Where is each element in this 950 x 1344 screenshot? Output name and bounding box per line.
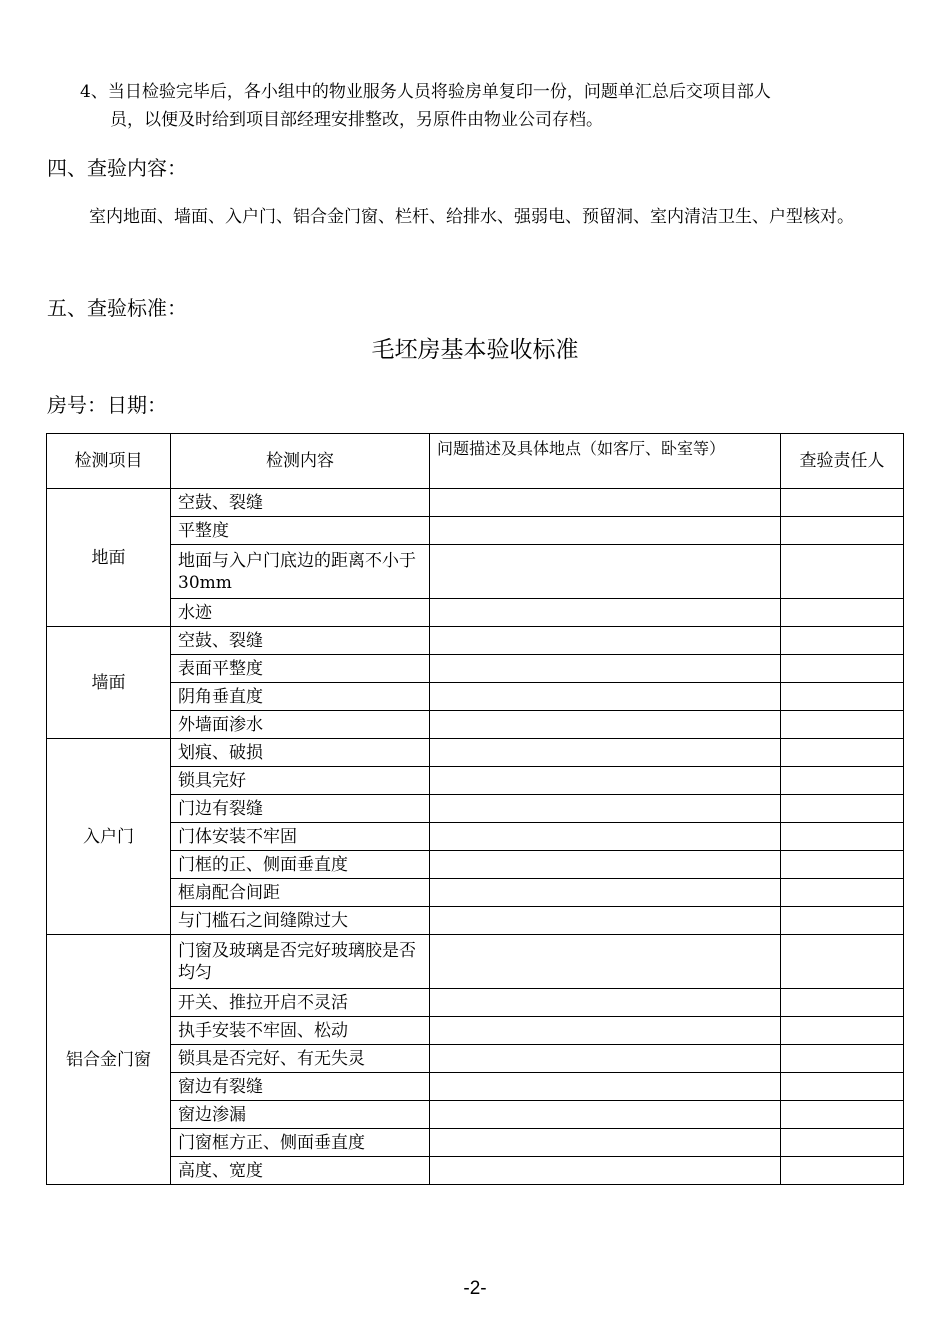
- check-item: 外墙面渗水: [171, 711, 430, 739]
- description-cell[interactable]: [430, 767, 781, 795]
- paragraph-item-4: [80, 78, 910, 134]
- table-row: [47, 711, 904, 739]
- responsible-cell[interactable]: [781, 739, 904, 767]
- check-item: 执手安装不牢固、松动: [171, 1017, 430, 1045]
- responsible-cell[interactable]: [781, 627, 904, 655]
- table-row: [47, 823, 904, 851]
- paragraph-line-2: 员，以便及时给到项目部经理安排整改，另原件由物业公司存档。: [110, 110, 603, 130]
- check-item: 地面与入户门底边的距离不小于30mm: [171, 545, 430, 599]
- table-row: [47, 683, 904, 711]
- responsible-cell[interactable]: [781, 683, 904, 711]
- description-cell[interactable]: [430, 739, 781, 767]
- responsible-cell[interactable]: [781, 1073, 904, 1101]
- responsible-cell[interactable]: [781, 489, 904, 517]
- page-number: -2-: [463, 1278, 487, 1299]
- description-cell[interactable]: [430, 1073, 781, 1101]
- check-item: 框扇配合间距: [171, 879, 430, 907]
- description-cell[interactable]: [430, 1045, 781, 1073]
- responsible-cell[interactable]: [781, 1017, 904, 1045]
- description-cell[interactable]: [430, 823, 781, 851]
- check-item: 门窗及玻璃是否完好玻璃胶是否均匀: [171, 935, 430, 989]
- table-row: [47, 795, 904, 823]
- table-row: [47, 489, 904, 517]
- table-row: [47, 1157, 904, 1185]
- table-row: [47, 1101, 904, 1129]
- description-cell[interactable]: [430, 1157, 781, 1185]
- description-cell[interactable]: [430, 935, 781, 989]
- description-cell[interactable]: [430, 907, 781, 935]
- responsible-cell[interactable]: [781, 907, 904, 935]
- description-cell[interactable]: [430, 655, 781, 683]
- responsible-cell[interactable]: [781, 711, 904, 739]
- responsible-cell[interactable]: [781, 1045, 904, 1073]
- description-cell[interactable]: [430, 599, 781, 627]
- table-row: [47, 879, 904, 907]
- description-cell[interactable]: [430, 545, 781, 599]
- check-item: 空鼓、裂缝: [171, 627, 430, 655]
- description-cell[interactable]: [430, 851, 781, 879]
- table-row: [47, 767, 904, 795]
- check-item: 锁具完好: [171, 767, 430, 795]
- check-item: 高度、宽度: [171, 1157, 430, 1185]
- table-row: [47, 1073, 904, 1101]
- section-heading-content: 四、查验内容：: [47, 156, 187, 180]
- description-cell[interactable]: [430, 683, 781, 711]
- check-item: 门边有裂缝: [171, 795, 430, 823]
- header-content: 检测内容: [171, 434, 430, 489]
- table-row: [47, 1017, 904, 1045]
- check-item: 窗边有裂缝: [171, 1073, 430, 1101]
- responsible-cell[interactable]: [781, 1129, 904, 1157]
- responsible-cell[interactable]: [781, 767, 904, 795]
- table-header-row: [47, 434, 904, 489]
- category-aluminum-window: 铝合金门窗: [47, 935, 171, 1185]
- description-cell[interactable]: [430, 989, 781, 1017]
- header-item: 检测项目: [47, 434, 171, 489]
- check-item: 门窗框方正、侧面垂直度: [171, 1129, 430, 1157]
- table-row: [47, 935, 904, 989]
- table-row: [47, 907, 904, 935]
- table-row: [47, 989, 904, 1017]
- check-item: 锁具是否完好、有无失灵: [171, 1045, 430, 1073]
- table-row: [47, 851, 904, 879]
- check-item: 与门槛石之间缝隙过大: [171, 907, 430, 935]
- header-description: 问题描述及具体地点（如客厅、卧室等）: [430, 434, 781, 489]
- table-row: [47, 1045, 904, 1073]
- check-item: 开关、推拉开启不灵活: [171, 989, 430, 1017]
- check-item: 门框的正、侧面垂直度: [171, 851, 430, 879]
- table-title: 毛坯房基本验收标准: [371, 337, 579, 363]
- inspection-table: [46, 433, 904, 1185]
- description-cell[interactable]: [430, 1017, 781, 1045]
- description-cell[interactable]: [430, 1101, 781, 1129]
- table-row: [47, 627, 904, 655]
- responsible-cell[interactable]: [781, 935, 904, 989]
- responsible-cell[interactable]: [781, 1157, 904, 1185]
- check-item: 门体安装不牢固: [171, 823, 430, 851]
- responsible-cell[interactable]: [781, 879, 904, 907]
- inspection-content-text: 室内地面、墙面、入户门、铝合金门窗、栏杆、给排水、强弱电、预留洞、室内清洁卫生、户型核对。: [89, 207, 854, 227]
- responsible-cell[interactable]: [781, 545, 904, 599]
- check-item: 阴角垂直度: [171, 683, 430, 711]
- description-cell[interactable]: [430, 627, 781, 655]
- check-item: 划痕、破损: [171, 739, 430, 767]
- responsible-cell[interactable]: [781, 989, 904, 1017]
- category-floor: 地面: [47, 489, 171, 627]
- description-cell[interactable]: [430, 517, 781, 545]
- category-entry-door: 入户门: [47, 739, 171, 935]
- section-heading-standard: 五、查验标准：: [47, 296, 187, 320]
- paragraph-line-1: 4、当日检验完毕后，各小组中的物业服务人员将验房单复印一份，问题单汇总后交项目部人: [80, 82, 771, 102]
- description-cell[interactable]: [430, 711, 781, 739]
- responsible-cell[interactable]: [781, 599, 904, 627]
- table-row: [47, 739, 904, 767]
- table-row: [47, 517, 904, 545]
- table-row: [47, 655, 904, 683]
- responsible-cell[interactable]: [781, 851, 904, 879]
- description-cell[interactable]: [430, 795, 781, 823]
- check-item: 表面平整度: [171, 655, 430, 683]
- responsible-cell[interactable]: [781, 655, 904, 683]
- room-date-label: 房号：日期：: [47, 393, 167, 417]
- category-wall: 墙面: [47, 627, 171, 739]
- description-cell[interactable]: [430, 879, 781, 907]
- responsible-cell[interactable]: [781, 517, 904, 545]
- header-responsible: 查验责任人: [781, 434, 904, 489]
- check-item: 平整度: [171, 517, 430, 545]
- responsible-cell[interactable]: [781, 795, 904, 823]
- check-item: 水迹: [171, 599, 430, 627]
- table-row: [47, 1129, 904, 1157]
- table-row: [47, 545, 904, 599]
- table-row: [47, 599, 904, 627]
- check-item: 空鼓、裂缝: [171, 489, 430, 517]
- responsible-cell[interactable]: [781, 1101, 904, 1129]
- check-item: 窗边渗漏: [171, 1101, 430, 1129]
- description-cell[interactable]: [430, 1129, 781, 1157]
- description-cell[interactable]: [430, 489, 781, 517]
- responsible-cell[interactable]: [781, 823, 904, 851]
